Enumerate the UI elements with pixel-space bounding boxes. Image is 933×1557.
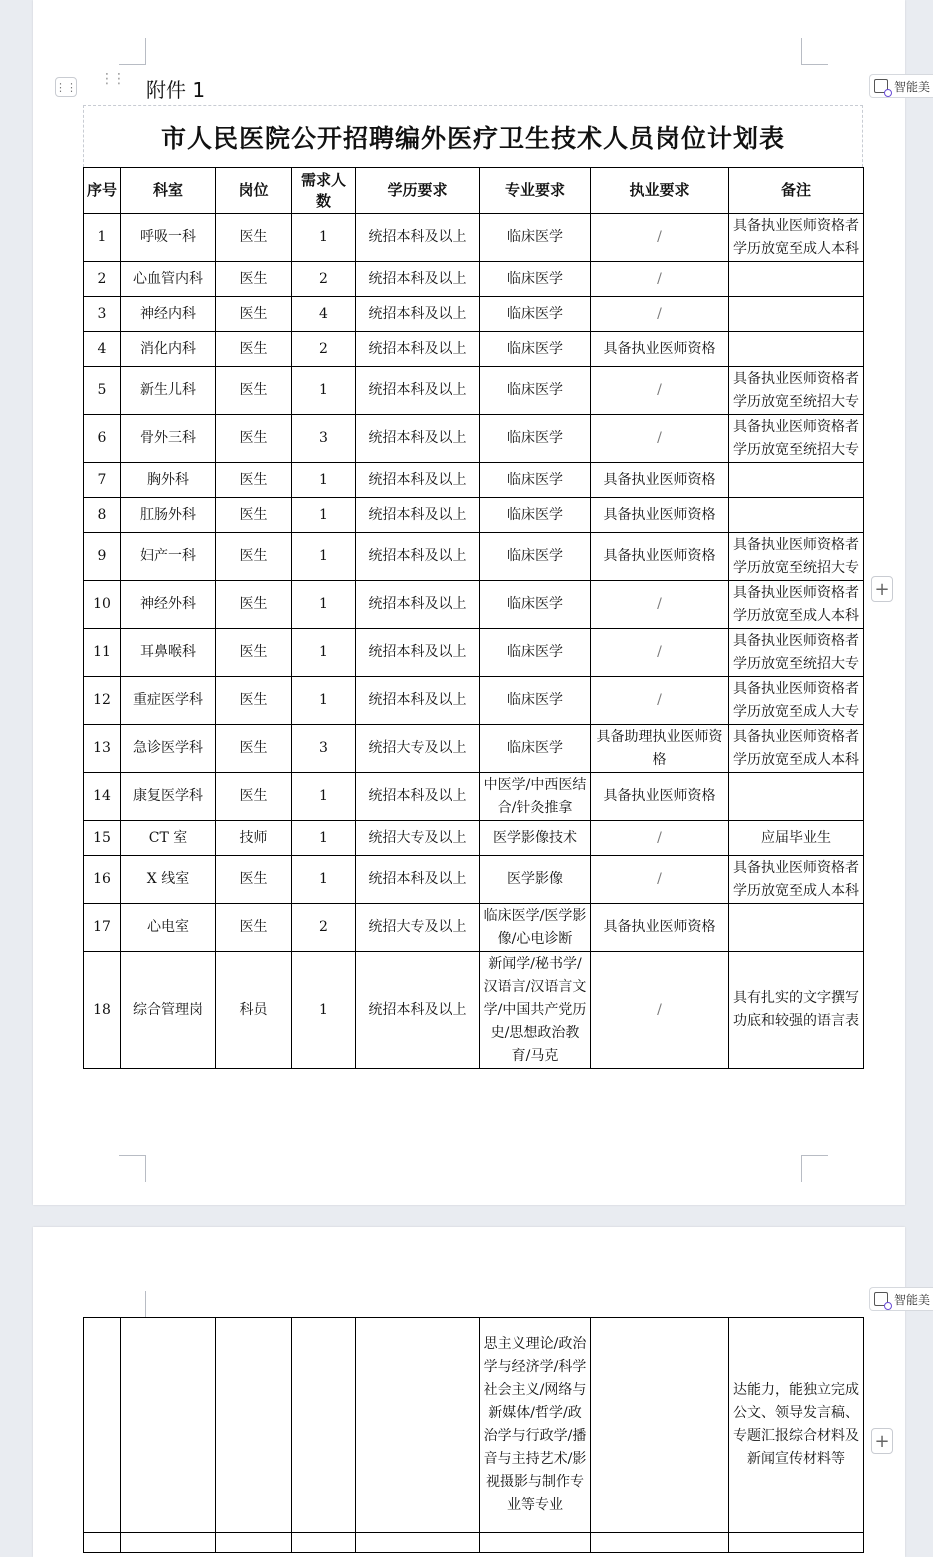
- cell-num: 1: [292, 533, 356, 581]
- cell-num: 1: [292, 214, 356, 262]
- cell-dept: 肛肠外科: [121, 498, 216, 533]
- cell-license: [591, 1318, 729, 1533]
- cell-post: 医生: [216, 332, 292, 367]
- cell-license: /: [591, 677, 729, 725]
- cell-license: /: [591, 214, 729, 262]
- table-row: [84, 629, 864, 677]
- cell-major: 医学影像技术: [480, 821, 591, 856]
- cell-num: 2: [292, 332, 356, 367]
- cell-dept: X 线室: [121, 856, 216, 904]
- cell-note: 具备执业医师资格者学历放宽至统招大专: [729, 415, 864, 463]
- cell-license: /: [591, 629, 729, 677]
- cell-major: 临床医学: [480, 725, 591, 773]
- cell-post: 医生: [216, 367, 292, 415]
- table-header-row: [84, 168, 864, 214]
- cell-major: 临床医学: [480, 214, 591, 262]
- beautify-icon: [874, 79, 888, 93]
- cell-no: 10: [84, 581, 121, 629]
- cell-major: 临床医学: [480, 367, 591, 415]
- cell-dept: CT 室: [121, 821, 216, 856]
- cell-note: 具有扎实的文字撰写功底和较强的语言表: [729, 952, 864, 1069]
- margin-corner-top-left: [119, 38, 146, 65]
- cell-dept: 新生儿科: [121, 367, 216, 415]
- cell-note: 具备执业医师资格者学历放宽至成人本科: [729, 856, 864, 904]
- cell-post: 医生: [216, 533, 292, 581]
- cell-post: 医生: [216, 214, 292, 262]
- cell-license: 具备执业医师资格: [591, 773, 729, 821]
- add-row-plus-icon[interactable]: +: [871, 576, 893, 602]
- cell-post: 医生: [216, 581, 292, 629]
- cell-edu: 统招大专及以上: [356, 904, 480, 952]
- smart-beautify-button-page2[interactable]: [869, 1287, 933, 1311]
- cell-dept: 综合管理岗: [121, 952, 216, 1069]
- table-row: [84, 952, 864, 1069]
- margin-corner-top-left: [119, 1291, 146, 1318]
- table-row: [84, 463, 864, 498]
- cell-edu: 统招本科及以上: [356, 629, 480, 677]
- cell-dept: 重症医学科: [121, 677, 216, 725]
- header-post: 岗位: [216, 168, 292, 214]
- table-row: [84, 367, 864, 415]
- cell-dept: [121, 1318, 216, 1533]
- cell-note: 应届毕业生: [729, 821, 864, 856]
- table-row: [84, 821, 864, 856]
- position-plan-table-continued: [83, 1317, 864, 1553]
- cell-num: 1: [292, 856, 356, 904]
- cell-note: [729, 904, 864, 952]
- header-dept: 科室: [121, 168, 216, 214]
- cell-dept: 骨外三科: [121, 415, 216, 463]
- cell-no: 13: [84, 725, 121, 773]
- table-row: [84, 533, 864, 581]
- cell-post: 医生: [216, 262, 292, 297]
- cell-no: 8: [84, 498, 121, 533]
- cell-major: 临床医学: [480, 533, 591, 581]
- cell-edu: 统招本科及以上: [356, 415, 480, 463]
- cell-post: 医生: [216, 856, 292, 904]
- table-row: [84, 415, 864, 463]
- cell-edu: 统招本科及以上: [356, 773, 480, 821]
- cell-num: 1: [292, 821, 356, 856]
- cell-edu: 统招本科及以上: [356, 581, 480, 629]
- cell-dept: 呼吸一科: [121, 214, 216, 262]
- cell-edu: 统招本科及以上: [356, 952, 480, 1069]
- cell-post: 医生: [216, 725, 292, 773]
- table-row: [84, 332, 864, 367]
- cell-num: 1: [292, 952, 356, 1069]
- cell-note: 具备执业医师资格者学历放宽至统招大专: [729, 367, 864, 415]
- cell-no: 12: [84, 677, 121, 725]
- cell-note: [729, 297, 864, 332]
- cell-note: 具备执业医师资格者学历放宽至统招大专: [729, 629, 864, 677]
- cell-edu: 统招本科及以上: [356, 533, 480, 581]
- cell-license: 具备执业医师资格: [591, 904, 729, 952]
- cell-no: 1: [84, 214, 121, 262]
- cell-post: 医生: [216, 629, 292, 677]
- cell-license: /: [591, 297, 729, 332]
- cell-num: 4: [292, 297, 356, 332]
- table-row: [84, 773, 864, 821]
- cell-license: /: [591, 415, 729, 463]
- cell-major: 中医学/中西医结合/针灸推拿: [480, 773, 591, 821]
- add-row-plus-icon-page2[interactable]: +: [871, 1428, 893, 1454]
- smart-beautify-label: 智能美: [894, 1292, 931, 1307]
- cell-dept: 神经外科: [121, 581, 216, 629]
- cell-dept: 急诊医学科: [121, 725, 216, 773]
- cell-dept: 消化内科: [121, 332, 216, 367]
- cell-edu: 统招本科及以上: [356, 214, 480, 262]
- margin-corner-top-right: [801, 38, 828, 65]
- cell-edu: [356, 1318, 480, 1533]
- cell-post: 医生: [216, 677, 292, 725]
- cell-major: 临床医学: [480, 629, 591, 677]
- cell-license: 具备执业医师资格: [591, 498, 729, 533]
- cell-note: [729, 773, 864, 821]
- cell-note: 具备执业医师资格者学历放宽至成人本科: [729, 214, 864, 262]
- beautify-icon: [874, 1292, 888, 1306]
- cell-edu: 统招本科及以上: [356, 677, 480, 725]
- cell-license: /: [591, 952, 729, 1069]
- cell-num: 1: [292, 498, 356, 533]
- cell-no: 16: [84, 856, 121, 904]
- cell-major: 临床医学: [480, 332, 591, 367]
- drag-handle-icon[interactable]: ⋮⋮: [100, 71, 124, 87]
- cell-license: /: [591, 367, 729, 415]
- cell-dept: 胸外科: [121, 463, 216, 498]
- cell-no: 4: [84, 332, 121, 367]
- cell-no: 6: [84, 415, 121, 463]
- table-row: [84, 677, 864, 725]
- cell-note: [729, 262, 864, 297]
- cell-note: 达能力，能独立完成公文、领导发言稿、专题汇报综合材料及新闻宣传材料等: [729, 1318, 864, 1533]
- table-row: [84, 725, 864, 773]
- header-num: 需求人数: [292, 168, 356, 214]
- cell-note: 具备执业医师资格者学历放宽至成人大专: [729, 677, 864, 725]
- cell-major: 临床医学: [480, 415, 591, 463]
- cell-num: 1: [292, 581, 356, 629]
- smart-beautify-button[interactable]: [869, 74, 933, 98]
- cell-dept: 妇产一科: [121, 533, 216, 581]
- cell-major: 临床医学: [480, 262, 591, 297]
- cell-license: /: [591, 856, 729, 904]
- table-title: 市人民医院公开招聘编外医疗卫生技术人员岗位计划表: [83, 105, 863, 167]
- cell-no: 15: [84, 821, 121, 856]
- cell-no: 2: [84, 262, 121, 297]
- cell-note: 具备执业医师资格者学历放宽至成人本科: [729, 725, 864, 773]
- cell-major: 临床医学: [480, 677, 591, 725]
- smart-beautify-label: 智能美: [894, 79, 931, 94]
- cell-num: 2: [292, 262, 356, 297]
- cell-num: 1: [292, 463, 356, 498]
- cell-post: 技师: [216, 821, 292, 856]
- cell-post: [216, 1318, 292, 1533]
- table-row-continued: [84, 1318, 864, 1533]
- cell-no: 17: [84, 904, 121, 952]
- cell-post: 医生: [216, 297, 292, 332]
- cell-major: 医学影像: [480, 856, 591, 904]
- cell-no: 5: [84, 367, 121, 415]
- cell-post: 医生: [216, 904, 292, 952]
- table-row: [84, 856, 864, 904]
- cell-dept: 耳鼻喉科: [121, 629, 216, 677]
- cell-major: 临床医学: [480, 581, 591, 629]
- cell-edu: 统招本科及以上: [356, 332, 480, 367]
- cell-note: 具备执业医师资格者学历放宽至成人本科: [729, 581, 864, 629]
- cell-edu: 统招大专及以上: [356, 725, 480, 773]
- cell-license: 具备执业医师资格: [591, 332, 729, 367]
- cell-dept: 心电室: [121, 904, 216, 952]
- cell-edu: 统招本科及以上: [356, 856, 480, 904]
- cell-edu: 统招本科及以上: [356, 463, 480, 498]
- cell-num: 3: [292, 725, 356, 773]
- cell-license: /: [591, 581, 729, 629]
- table-handle-icon[interactable]: ⋮⋮: [55, 77, 77, 97]
- margin-corner-bottom-left: [119, 1155, 146, 1182]
- cell-edu: 统招本科及以上: [356, 367, 480, 415]
- cell-no: 3: [84, 297, 121, 332]
- header-edu: 学历要求: [356, 168, 480, 214]
- cell-edu: 统招本科及以上: [356, 297, 480, 332]
- cell-dept: 神经内科: [121, 297, 216, 332]
- cell-note: [729, 498, 864, 533]
- cell-post: 医生: [216, 463, 292, 498]
- header-seq: 序号: [84, 168, 121, 214]
- cell-no: 18: [84, 952, 121, 1069]
- cell-license: 具备助理执业医师资格: [591, 725, 729, 773]
- header-note: 备注: [729, 168, 864, 214]
- cell-major: 临床医学: [480, 463, 591, 498]
- cell-no: 11: [84, 629, 121, 677]
- attachment-label: 附件 1: [146, 78, 206, 102]
- cell-major: 临床医学: [480, 297, 591, 332]
- cell-no: 7: [84, 463, 121, 498]
- cell-license: 具备执业医师资格: [591, 533, 729, 581]
- table-row: [84, 297, 864, 332]
- cell-num: [292, 1318, 356, 1533]
- cell-edu: 统招本科及以上: [356, 498, 480, 533]
- cell-edu: 统招大专及以上: [356, 821, 480, 856]
- cell-note: [729, 332, 864, 367]
- cell-post: 医生: [216, 415, 292, 463]
- cell-note: [729, 463, 864, 498]
- table-row: [84, 214, 864, 262]
- cell-license: 具备执业医师资格: [591, 463, 729, 498]
- cell-dept: 心血管内科: [121, 262, 216, 297]
- position-plan-table: [83, 167, 864, 1069]
- cell-num: 1: [292, 677, 356, 725]
- cell-dept: 康复医学科: [121, 773, 216, 821]
- cell-major: 临床医学: [480, 498, 591, 533]
- cell-major: 新闻学/秘书学/汉语言/汉语言文学/中国共产党历史/思想政治教育/马克: [480, 952, 591, 1069]
- cell-major: 临床医学/医学影像/心电诊断: [480, 904, 591, 952]
- table-row: [84, 498, 864, 533]
- cell-license: /: [591, 821, 729, 856]
- table-row-next: [84, 1533, 864, 1553]
- cell-note: 具备执业医师资格者学历放宽至统招大专: [729, 533, 864, 581]
- cell-license: /: [591, 262, 729, 297]
- cell-num: 2: [292, 904, 356, 952]
- header-license: 执业要求: [591, 168, 729, 214]
- cell-major: 思主义理论/政治学与经济学/科学社会主义/网络与新媒体/哲学/政治学与行政学/播音与主持艺术/影视摄影与制作专业等专业: [480, 1318, 591, 1533]
- table-row: [84, 904, 864, 952]
- cell-no: 14: [84, 773, 121, 821]
- cell-num: 1: [292, 629, 356, 677]
- table-row: [84, 262, 864, 297]
- cell-num: 1: [292, 367, 356, 415]
- cell-no: 9: [84, 533, 121, 581]
- header-major: 专业要求: [480, 168, 591, 214]
- margin-corner-bottom-right: [801, 1155, 828, 1182]
- cell-post: 科员: [216, 952, 292, 1069]
- cell-num: 3: [292, 415, 356, 463]
- cell-num: 1: [292, 773, 356, 821]
- cell-seq: [84, 1318, 121, 1533]
- cell-edu: 统招本科及以上: [356, 262, 480, 297]
- table-row: [84, 581, 864, 629]
- cell-post: 医生: [216, 498, 292, 533]
- cell-post: 医生: [216, 773, 292, 821]
